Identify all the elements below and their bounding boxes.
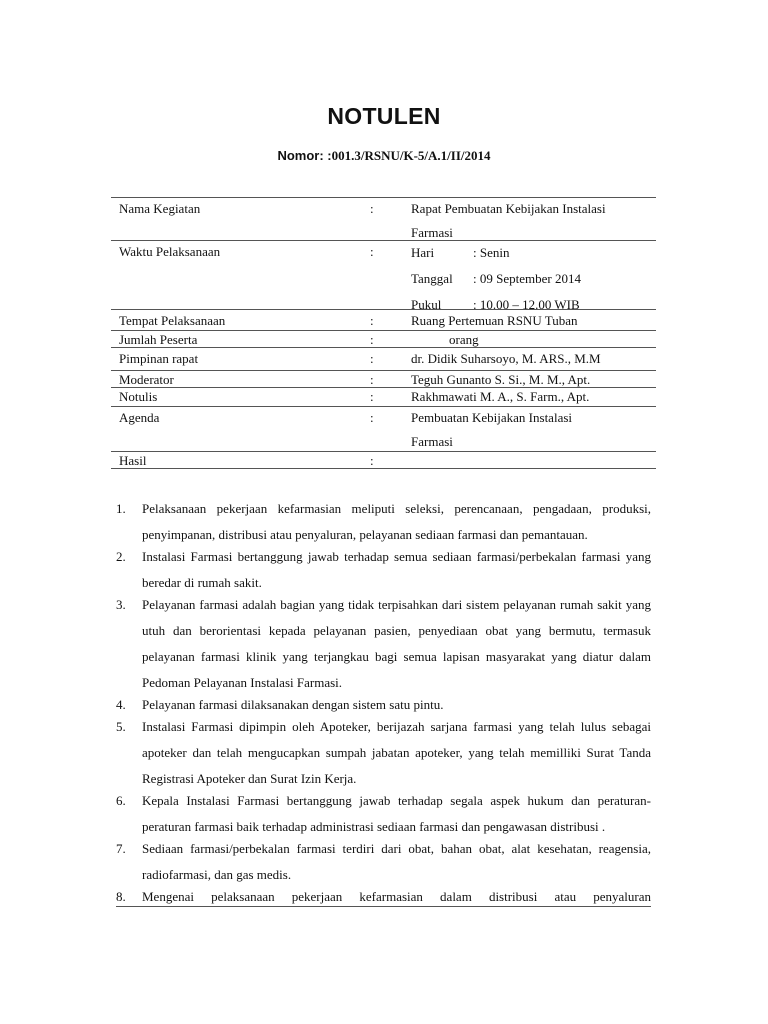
info-colon: : [370,313,374,328]
info-row-tempat [111,309,656,330]
info-row-moderator [111,370,656,387]
info-row-notulis [111,387,656,406]
list-text: Mengenai pelaksanaan pekerjaan kefarmasian dalam distribusi atau penyaluran [142,889,651,904]
list-number: 1. [116,501,126,516]
tanggal-key: Tanggal [411,271,453,286]
tanggal-value: : 09 September 2014 [473,271,581,286]
info-label: Pimpinan rapat [119,351,199,366]
document-number-label: Nomor: : [277,148,332,163]
info-label: Notulis [119,389,158,404]
list-text: Pelaksanaan pekerjaan kefarmasian meliputi seleksi, perencanaan, pengadaan, produksi, penyimpanan, distribusi atau penyaluran, pelayanan sediaan farmasi dan pemantauan. [142,501,651,542]
info-value-line: Farmasi [411,225,453,240]
hari-value: : Senin [473,245,510,260]
pukul-key: Pukul [411,297,442,312]
document-number-value: 001.3/RSNU/K-5/A.1/II/2014 [331,148,491,163]
info-colon: : [370,453,374,468]
info-colon: : [370,201,374,216]
list-text: Sediaan farmasi/perbekalan farmasi terdiri dari obat, bahan obat, alat kesehatan, reagensia, radiofarmasi, dan gas medis. [142,841,651,882]
info-value: Rakhmawati M. A., S. Farm., Apt. [411,389,590,404]
list-number: 6. [116,793,126,808]
info-value: Ruang Pertemuan RSNU Tuban [411,313,578,328]
info-value: orang [449,332,479,347]
info-value [411,197,656,245]
info-value-line: Rapat Pembuatan Kebijakan Instalasi [411,201,606,216]
list-number: 4. [116,697,126,712]
list-item [116,788,651,840]
info-colon: : [370,332,374,347]
list-item [116,836,651,888]
info-value-line: Farmasi [411,434,453,449]
list-text: Pelayanan farmasi adalah bagian yang tidak terpisahkan dari sistem pelayanan rumah sakit yang utuh dan berorientasi kepada pelayanan pasien, penyediaan obat yang bermutu, termasuk pelayanan farmasi klinik yang terjangkau bagi semua lapisan masyarakat yang diatur dalam Pedoman Pelayanan Instalasi Farmasi. [142,597,651,690]
info-value-line: Pembuatan Kebijakan Instalasi [411,410,573,425]
info-row-pimpinan [111,347,656,370]
list-number: 2. [116,549,126,564]
info-value: dr. Didik Suharsoyo, M. ARS., M.M [411,351,601,366]
info-colon: : [370,410,374,425]
info-label: Waktu Pelaksanaan [119,244,221,259]
list-number: 3. [116,597,126,612]
list-item [116,544,651,596]
hari-key: Hari [411,245,435,260]
info-colon: : [370,372,374,387]
info-value [411,240,656,318]
document-number [0,148,768,164]
list-item [116,592,651,696]
info-label: Moderator [119,372,174,387]
info-row-jumlah-peserta [111,330,656,347]
list-number: 5. [116,719,126,734]
info-value [411,406,656,454]
info-label: Jumlah Peserta [119,332,198,347]
result-list [116,496,651,903]
info-row-agenda [111,406,656,451]
info-value: Teguh Gunanto S. Si., M. M., Apt. [411,372,591,387]
document-title: NOTULEN [327,103,441,129]
info-row-hasil [111,451,656,469]
list-text: Pelayanan farmasi dilaksanakan dengan sistem satu pintu. [142,697,444,712]
info-label: Nama Kegiatan [119,201,201,216]
list-number: 7. [116,841,126,856]
list-item [116,496,651,548]
info-row-waktu-pelaksanaan [111,240,656,312]
list-item [116,884,651,907]
info-colon: : [370,351,374,366]
list-text: Instalasi Farmasi bertanggung jawab terhadap semua sediaan farmasi/perbekalan farmasi yang beredar di rumah sakit. [142,549,651,590]
info-label: Agenda [119,410,160,425]
info-label: Hasil [119,453,147,468]
info-colon: : [370,389,374,404]
info-row-nama-kegiatan [111,197,656,240]
pukul-value: : 10.00 – 12.00 WIB [473,297,580,312]
list-text: Instalasi Farmasi dipimpin oleh Apoteker, berijazah sarjana farmasi yang telah lulus sebagai apoteker dan telah mengucapkan sumpah jabatan apoteker, yang telah memilliki Surat Tanda Registrasi Apoteker dan Surat Izin Kerja. [142,719,651,786]
list-number: 8. [116,889,126,904]
info-colon: : [370,244,374,259]
list-text: Kepala Instalasi Farmasi bertanggung jawab terhadap segala aspek hukum dan peraturan-peraturan farmasi baik terhadap administrasi sediaan farmasi dan pengawasan distribusi . [142,793,651,834]
meeting-info-table [111,197,656,469]
list-item [116,714,651,792]
info-label: Tempat Pelaksanaan [119,313,226,328]
